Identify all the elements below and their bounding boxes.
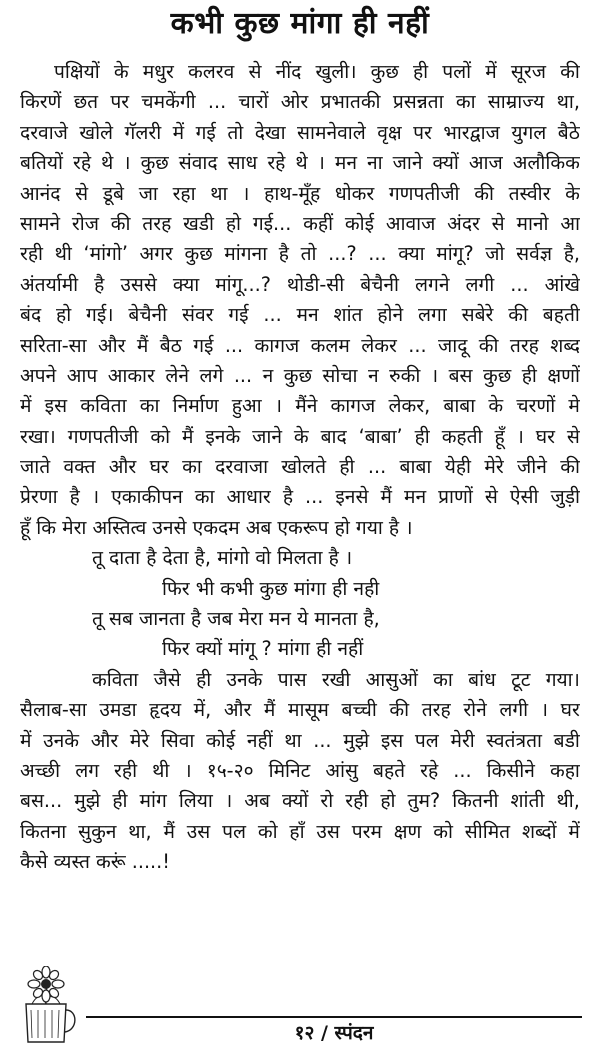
page-title: कभी कुछ मांगा ही नहीं — [170, 6, 430, 41]
text-line: प्रेरणा है । एकाकीपन का आधार है ... इनसे मैं मन प्राणों से ऐसी जुड़ी — [20, 485, 580, 509]
text-line: कितना सुकुन था, मैं उस पल को हाँ उस परम क्षण को सीमित शब्दों में — [20, 819, 580, 843]
text-line: कविता जैसे ही उनके पास रखी आसुओं का बांध टूट गया। — [92, 667, 580, 691]
text-line: सरिता-सा और मैं बैठ गई ... कागज कलम लेकर ... जादू की तरह शब्द — [20, 333, 580, 357]
article-body — [20, 57, 580, 878]
text-line: हूँ कि मेरा अस्तित्व उनसे एकदम अब एकरूप हो गया है । — [20, 515, 413, 539]
text-line: सामने रोज की तरह खडी हो गई... कहीं कोई आवाज अंदर से मानो आ — [20, 211, 580, 235]
text-line: रखा। गणपतीजी को मैं इनके जाने के बाद ‘बाबा’ ही कहती हूँ । घर से — [20, 424, 580, 448]
poem-line: तू सब जानता है जब मेरा मन ये मानता है, — [92, 607, 380, 631]
text-line: सैलाब-सा उमडा हृदय में, और मैं मासूम बच्ची की तरह रोने लगी । घर — [20, 698, 580, 722]
text-line: आनंद से डूबे जा रहा था । हाथ-मूँह धोकर गणपतीजी की तस्वीर के — [20, 181, 580, 205]
footer-rule — [86, 1016, 582, 1018]
text-line: बंद हो गई। बेचैनी संवर गई ... मन शांत होने लगा सबेरे की बहती — [20, 303, 580, 327]
text-line: अच्छी लग रही थी । १५-२० मिनिट आंसु बहते रहे ... किसीने कहा — [20, 758, 580, 782]
text-line: में उनके और मेरे सिवा कोई नहीं था ... मुझे इस पल मेरी स्वतंत्रता बडी — [20, 728, 580, 752]
text-line: जाते वक्त और घर का दरवाजा खोलते ही ... बाबा येही मेरे जीने की — [20, 455, 580, 479]
poem — [20, 543, 580, 665]
page-footer: १२ / स्पंदन — [294, 1022, 374, 1044]
text-line: कैसे व्यस्त करूं .....! — [20, 850, 170, 874]
text-line: में इस कविता का निर्माण हुआ । मैंने कागज लेकर, बाबा के चरणों मे — [20, 394, 580, 418]
first-paragraph — [20, 57, 580, 543]
text-line: किरणें छत पर चमकेंगी ... चारों ओर प्रभातकी प्रसन्नता का साम्राज्य था, — [20, 90, 580, 114]
text-line: दरवाजे खोले गॅलरी में गई तो देखा सामनेवाले वृक्ष पर भारद्वाज युगल बैठे — [20, 120, 580, 144]
text-line: पक्षियों के मधुर कलरव से नींद खुली। कुछ ही पलों में सूरज की — [54, 60, 580, 83]
text-line: बस... मुझे ही मांग लिया । अब क्यों रो रही हो तुम? कितनी शांती थी, — [20, 789, 580, 813]
second-paragraph — [20, 665, 580, 878]
text-line: अपने आप आकार लेने लगे ... न कुछ सोचा न रुकी । बस कुछ ही क्षणों — [20, 363, 580, 387]
text-line: बतियों रहे थे । कुछ संवाद साध रहे थे । मन ना जाने क्यों आज अलौकिक — [20, 151, 580, 175]
flower-pot-illustration — [14, 966, 80, 1046]
poem-line: तू दाता है देता है, मांगो वो मिलता है । — [92, 546, 353, 570]
text-line: अंतर्यामी है उससे क्या मांगू...? थोडी-सी बेचैनी लगने लगी ... आंखे — [20, 272, 580, 296]
poem-line: फिर भी कभी कुछ मांगा ही नही — [162, 576, 380, 600]
text-line: रही थी ‘मांगो’ अगर कुछ मांगना है तो ...? ... क्या मांगू? जो सर्वज्ञ है, — [20, 242, 580, 266]
poem-line: फिर क्यों मांगू ? मांगा ही नहीं — [162, 637, 364, 661]
